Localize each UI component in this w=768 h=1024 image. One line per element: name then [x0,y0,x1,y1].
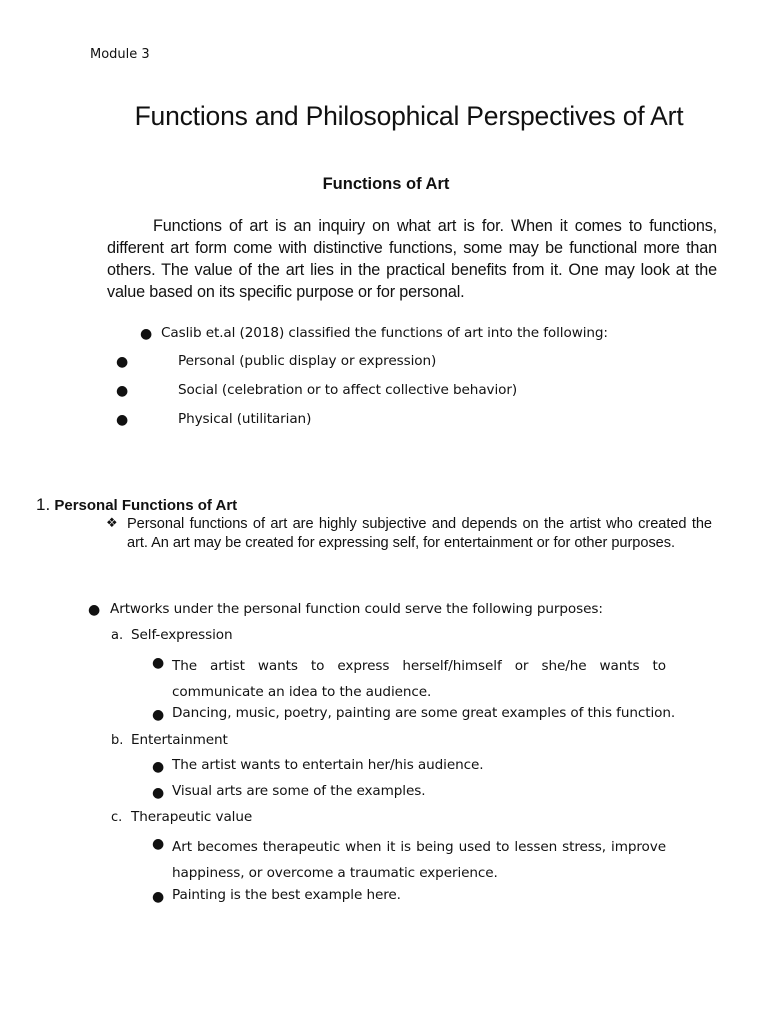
purpose-label: c. [111,810,123,825]
bullet-icon: ● [152,759,165,775]
bullet-icon: ● [152,785,165,801]
section-description: Personal functions of art are highly subjective and depends on the artist who created the art. An art may be created for expressing self, for entertainment or for other purposes. [127,516,712,551]
diamond-bullet-icon: ❖ [106,515,118,530]
bullet-icon: ● [152,836,165,852]
section-number: 1. [36,495,51,514]
bullet-icon: ● [152,889,165,905]
purpose-name: Self-expression [131,627,233,643]
purpose-name: Therapeutic value [131,809,253,825]
classification-item: Social (celebration or to affect collective behavior) [178,382,518,398]
section-heading [36,495,237,515]
bullet-icon: ● [116,383,129,399]
bullet-icon: ● [116,412,129,428]
bullet-icon: ● [116,354,129,370]
purpose-point: Painting is the best example here. [172,887,401,903]
bullet-icon: ● [88,602,101,618]
purpose-point: Dancing, music, poetry, painting are some great examples of this function. [172,705,676,721]
purpose-point: The artist wants to entertain her/his audience. [172,757,484,773]
purpose-name: Entertainment [131,732,228,748]
bullet-icon: ● [152,707,165,723]
section-heading-text: Personal Functions of Art [54,497,238,514]
purposes-lead: Artworks under the personal function could serve the following purposes: [110,601,603,617]
section-subtitle: Functions of Art [322,175,450,193]
classification-lead: Caslib et.al (2018) classified the functions of art into the following: [161,325,608,341]
intro-text: Functions of art is an inquiry on what art is for. When it comes to functions, different art form come with distinctive functions, some may be functional more than others. The value of the art lies in the practical benefits from it. One may look at the value based on its specific purpose or for personal. [107,217,717,301]
classification-item: Physical (utilitarian) [178,411,312,427]
purpose-label: a. [111,628,124,643]
bullet-icon: ● [140,326,153,342]
purpose-point: The artist wants to express herself/himself or she/he wants to communicate an idea to the audience. [172,658,666,700]
purpose-point: Visual arts are some of the examples. [172,783,426,799]
classification-item: Personal (public display or expression) [178,353,437,369]
purpose-point: Art becomes therapeutic when it is being used to lessen stress, improve happiness, or overcome a traumatic experience. [172,839,666,881]
purpose-label: b. [111,733,124,748]
module-label: Module 3 [90,47,150,62]
page-title: Functions and Philosophical Perspectives of Art [134,101,684,131]
intro-paragraph [107,215,717,303]
bullet-icon: ● [152,655,165,671]
